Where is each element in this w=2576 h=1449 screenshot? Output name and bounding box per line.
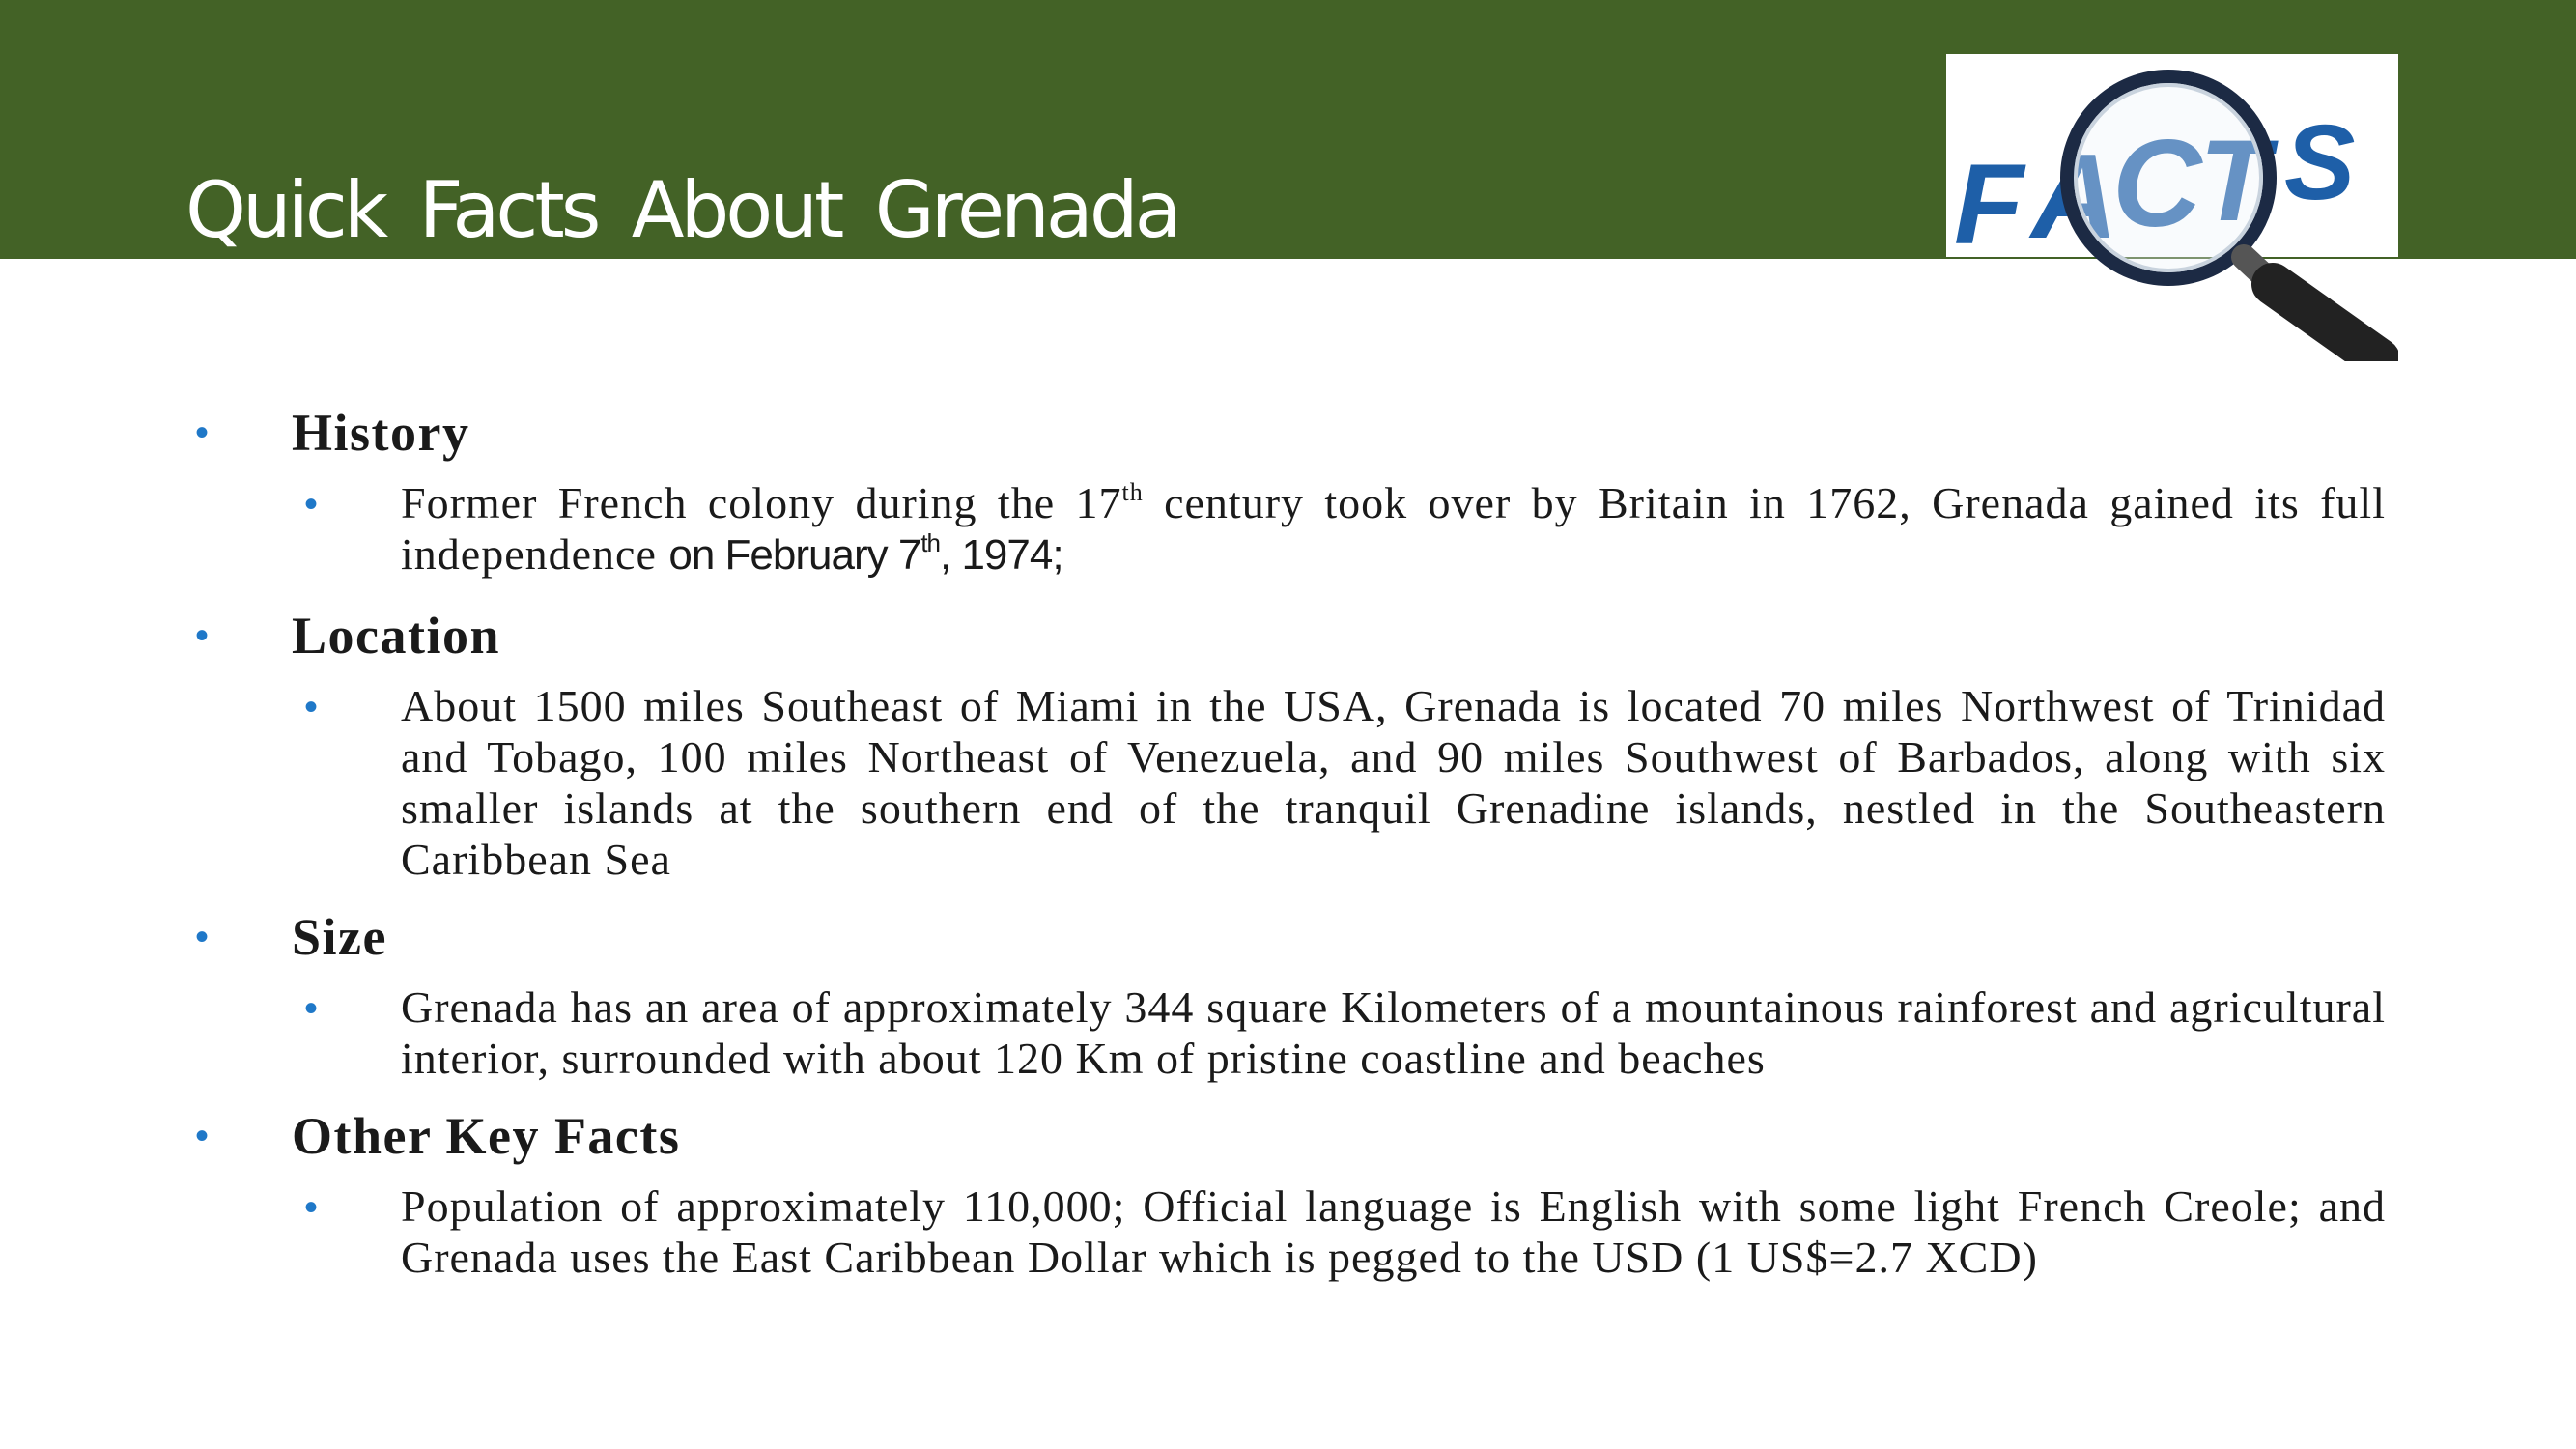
slide-title: Quick Facts About Grenada bbox=[185, 165, 1178, 255]
svg-text:S: S bbox=[2284, 103, 2356, 222]
section-heading-other-key-facts: Other Key Facts bbox=[292, 1107, 681, 1165]
svg-text:C: C bbox=[2112, 115, 2202, 253]
bullet-marker: • bbox=[304, 686, 319, 728]
bullet-marker: • bbox=[304, 987, 319, 1030]
section-heading-location: Location bbox=[292, 607, 501, 665]
bullet-marker: • bbox=[195, 1115, 210, 1157]
bullet-marker: • bbox=[195, 412, 210, 454]
section-body-other-key-facts: Population of approximately 110,000; Official language is English with some light French Creole; and Grenada uses the East Caribbean Dollar which is pegged to the USD (1 US$=2.7 XCD) bbox=[401, 1181, 2386, 1282]
bullet-marker: • bbox=[304, 1186, 319, 1229]
bullet-marker: • bbox=[195, 916, 210, 958]
section-heading-history: History bbox=[292, 404, 470, 462]
bullet-marker: • bbox=[304, 483, 319, 526]
svg-text:T: T bbox=[2199, 116, 2271, 245]
svg-text:F: F bbox=[1954, 141, 2024, 269]
bullet-marker: • bbox=[195, 614, 210, 657]
section-body-location: About 1500 miles Southeast of Miami in the USA, Grenada is located 70 miles Northwest of Trinidad and Tobago, 100 miles Northeast of Venezuela, and 90 miles Southwest of Barbados, along with six smaller islands at the southern end of the tranquil Grenadine islands, nestled in the Southeastern Caribbean Sea bbox=[401, 681, 2386, 884]
section-body-size: Grenada has an area of approximately 344 square Kilometers of a mountainous rainforest and agricultural interior, surrounded with about 120 Km of pristine coastline and beaches bbox=[401, 982, 2386, 1083]
svg-text:A: A bbox=[2031, 130, 2118, 264]
section-heading-size: Size bbox=[292, 908, 387, 966]
section-body-history: Former French colony during the 17th century took over by Britain in 1762, Grenada gained its full independence on February 7th, 1974; bbox=[401, 478, 2386, 579]
